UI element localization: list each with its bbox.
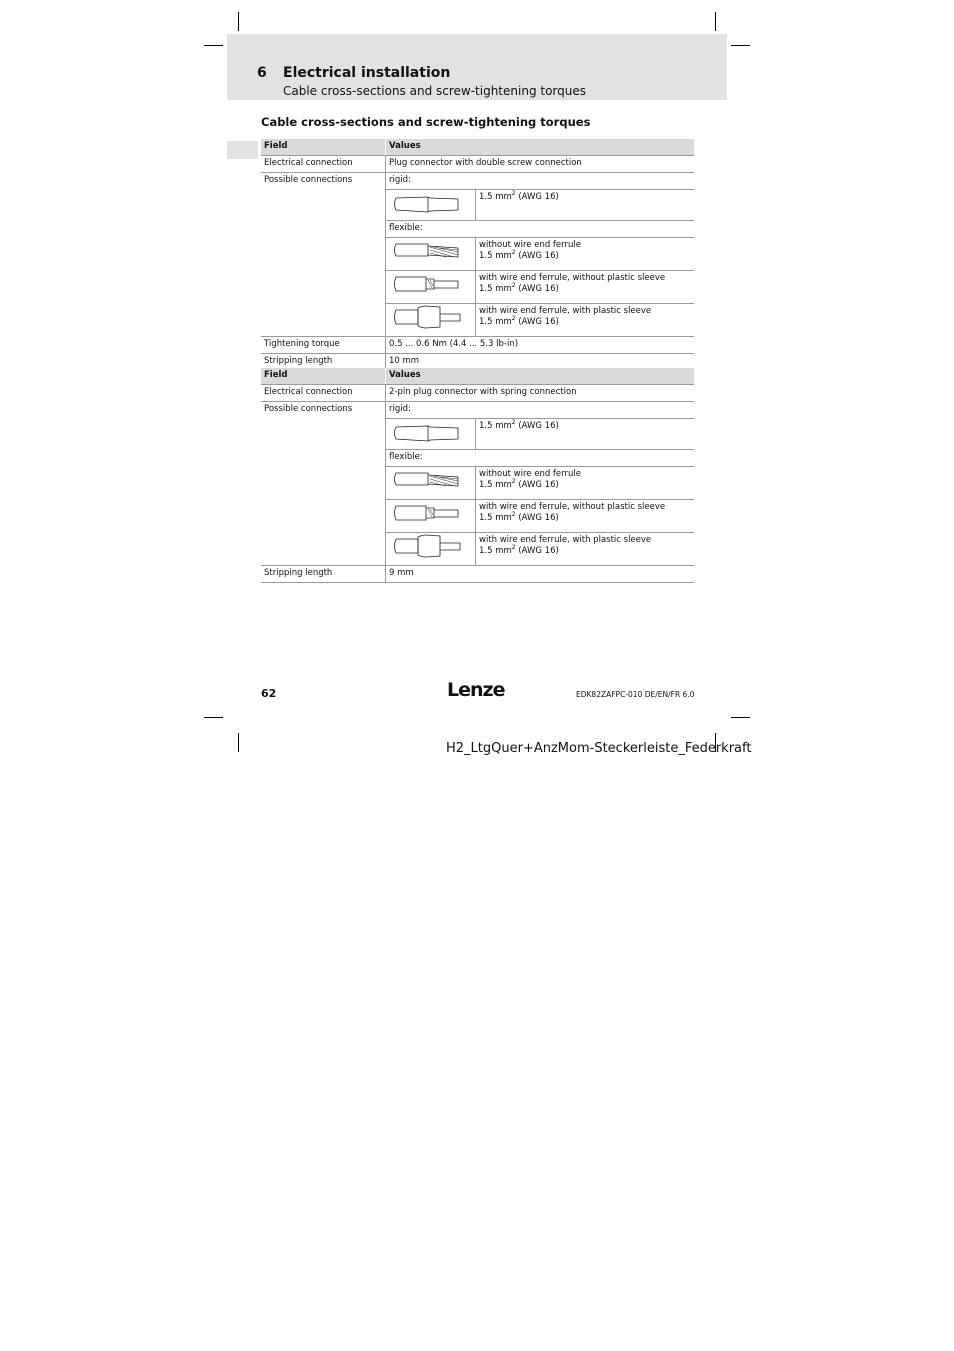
header-values: Values xyxy=(386,139,695,156)
rigid-option xyxy=(386,189,694,220)
table-row xyxy=(261,337,694,354)
page-number: 62 xyxy=(261,687,277,700)
connection-options xyxy=(386,402,695,566)
field-label: Electrical connection xyxy=(261,385,386,402)
flex-option-unit: (AWG 16) xyxy=(518,251,559,261)
field-value: 2-pin plug connector with spring connection xyxy=(386,385,695,402)
file-label: H2_LtgQuer+AnzMom-Steckerleiste_Federkraft xyxy=(446,741,752,756)
field-value: 9 mm xyxy=(386,566,695,583)
rigid-unit: (AWG 16) xyxy=(518,421,559,431)
header-field: Field xyxy=(261,139,386,156)
flex-option-desc: with wire end ferrule, with plastic sleeve xyxy=(479,535,652,545)
superscript: 2 xyxy=(511,419,516,427)
superscript: 2 xyxy=(511,544,516,552)
crop-mark xyxy=(238,12,239,31)
flexible-option xyxy=(386,303,694,336)
connection-options xyxy=(386,173,695,337)
field-value: Plug connector with double screw connection xyxy=(386,156,695,173)
flex-option-unit: (AWG 16) xyxy=(518,546,559,556)
lenze-logo: Lenze xyxy=(447,679,505,701)
ferrule-wire-icon xyxy=(386,500,476,533)
section-title: Cable cross-sections and screw-tightening torques xyxy=(261,115,591,129)
table-row xyxy=(261,385,694,402)
flexible-option xyxy=(386,466,694,499)
side-tab-marker xyxy=(227,141,258,159)
flex-option-value: 1.5 mm xyxy=(479,480,512,490)
flex-option-desc: with wire end ferrule, with plastic sleeve xyxy=(479,306,652,316)
flexible-label: flexible: xyxy=(386,449,694,466)
flex-option-unit: (AWG 16) xyxy=(518,284,559,294)
field-label: Possible connections xyxy=(261,173,386,337)
rigid-value: 1.5 mm xyxy=(479,192,512,202)
field-label: Stripping length xyxy=(261,354,386,371)
field-label: Tightening torque xyxy=(261,337,386,354)
table-row xyxy=(261,566,694,583)
crop-mark xyxy=(204,45,223,46)
rigid-label: rigid: xyxy=(389,175,411,185)
chapter-subtitle: Cable cross-sections and screw-tightening torques xyxy=(283,84,586,98)
flex-option-value: 1.5 mm xyxy=(479,284,512,294)
header-field: Field xyxy=(261,368,386,385)
flex-option-desc: with wire end ferrule, without plastic sleeve xyxy=(479,273,666,283)
superscript: 2 xyxy=(511,190,516,198)
table-header-row xyxy=(261,139,694,156)
flexible-option xyxy=(386,532,694,565)
chapter-title: Electrical installation xyxy=(283,65,451,81)
flex-option-value: 1.5 mm xyxy=(479,546,512,556)
flexible-wire-icon xyxy=(386,238,476,271)
crop-mark xyxy=(204,717,223,718)
table-row xyxy=(261,173,694,337)
rigid-wire-icon xyxy=(386,419,476,450)
sleeved-ferrule-wire-icon xyxy=(386,304,476,337)
crop-mark xyxy=(238,733,239,752)
flexible-wire-icon xyxy=(386,467,476,500)
rigid-unit: (AWG 16) xyxy=(518,192,559,202)
rigid-label: rigid: xyxy=(389,404,411,414)
superscript: 2 xyxy=(511,478,516,486)
flex-option-value: 1.5 mm xyxy=(479,317,512,327)
flex-option-desc: without wire end ferrule xyxy=(479,240,581,250)
superscript: 2 xyxy=(511,282,516,290)
flex-option-unit: (AWG 16) xyxy=(518,480,559,490)
flex-option-desc: with wire end ferrule, without plastic sleeve xyxy=(479,502,666,512)
document-id: EDK82ZAFPC-010 DE/EN/FR 6.0 xyxy=(576,690,695,699)
superscript: 2 xyxy=(511,249,516,257)
rigid-wire-icon xyxy=(386,190,476,221)
flex-option-value: 1.5 mm xyxy=(479,251,512,261)
header-values: Values xyxy=(386,368,695,385)
field-label: Stripping length xyxy=(261,566,386,583)
table-header-row xyxy=(261,368,694,385)
flexible-label: flexible: xyxy=(386,220,694,237)
superscript: 2 xyxy=(511,315,516,323)
flex-option-unit: (AWG 16) xyxy=(518,317,559,327)
ferrule-wire-icon xyxy=(386,271,476,304)
crop-mark xyxy=(715,12,716,31)
flexible-option xyxy=(386,237,694,270)
flex-option-unit: (AWG 16) xyxy=(518,513,559,523)
sleeved-ferrule-wire-icon xyxy=(386,533,476,566)
rigid-value: 1.5 mm xyxy=(479,421,512,431)
field-value: 10 mm xyxy=(386,354,695,371)
field-label: Possible connections xyxy=(261,402,386,566)
flexible-option xyxy=(386,270,694,303)
crop-mark xyxy=(731,45,750,46)
field-label: Electrical connection xyxy=(261,156,386,173)
table-row xyxy=(261,402,694,566)
spec-table-spring xyxy=(261,368,694,583)
crop-mark xyxy=(731,717,750,718)
table-row xyxy=(261,156,694,173)
chapter-number: 6 xyxy=(257,65,267,81)
flex-option-value: 1.5 mm xyxy=(479,513,512,523)
superscript: 2 xyxy=(511,511,516,519)
flexible-option xyxy=(386,499,694,532)
field-value: 0.5 ... 0.6 Nm (4.4 ... 5.3 lb-in) xyxy=(386,337,695,354)
flex-option-desc: without wire end ferrule xyxy=(479,469,581,479)
rigid-option xyxy=(386,418,694,449)
spec-table-screw xyxy=(261,139,694,371)
